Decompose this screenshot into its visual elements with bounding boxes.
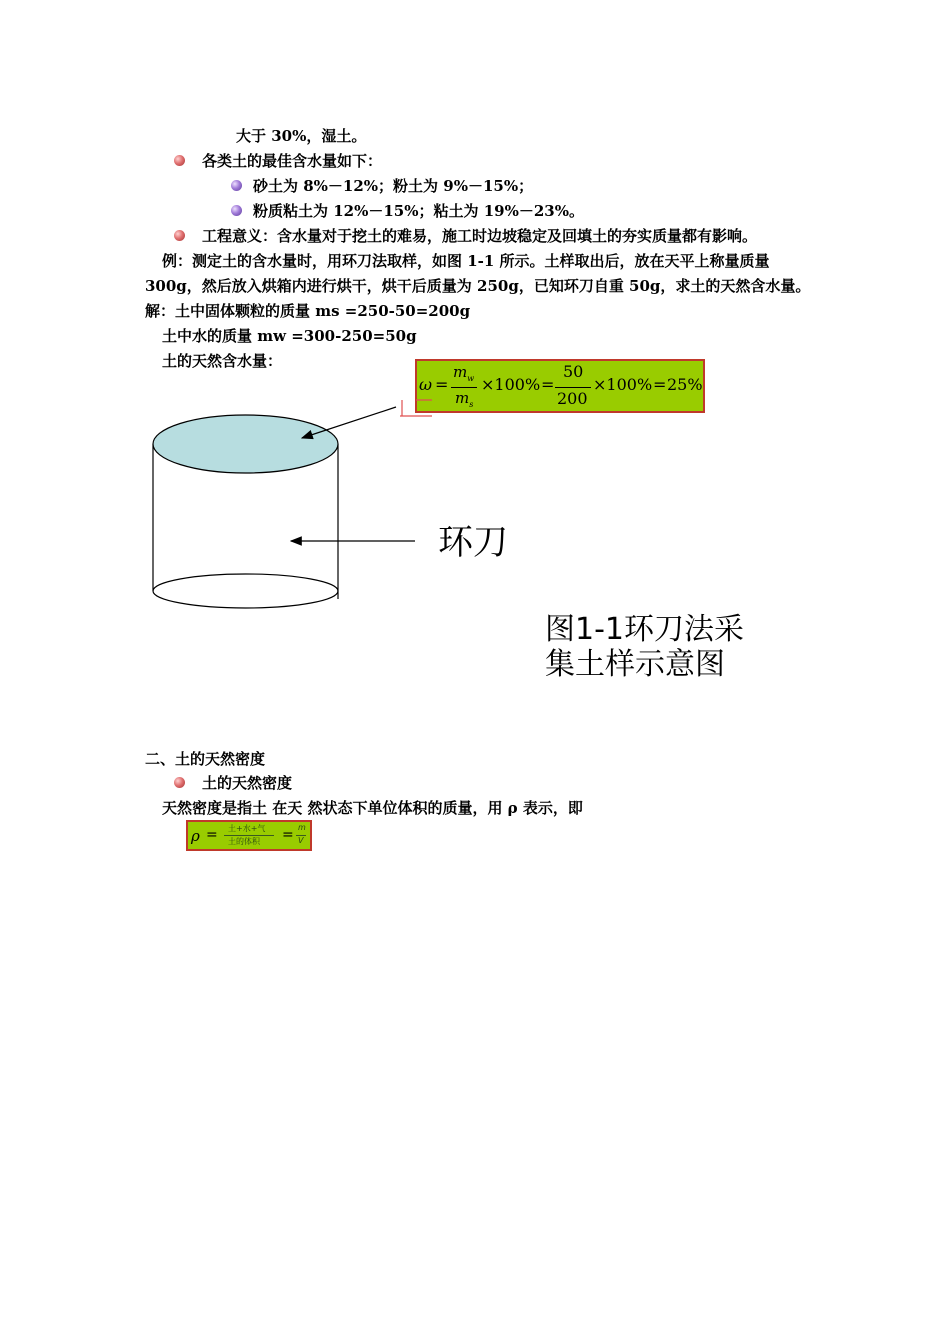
rho-symbol: ρ [191,827,200,845]
arrow-to-soil [302,407,396,438]
result-value: 25% [667,375,703,394]
fraction-denominator: $m_s$ [455,389,474,409]
fraction-denominator: V [298,836,304,845]
fraction-denominator: 土的体积 [228,837,260,846]
text-line-sand-silt: 砂土为 8%－12%；粉土为 9%－15%； [253,177,534,195]
text-line-optimal-moisture: 各类土的最佳含水量如下： [202,152,383,170]
fraction-numerator: 土+水+气 [228,824,266,833]
equals-sign: = [435,375,449,394]
text-line-wet-soil: 大于 30%，湿土。 [236,127,367,145]
text-line-engineering-meaning: 工程意义：含水量对于挖土的难易，施工时边坡稳定及回填土的夯实质量都有影响。 [202,227,758,245]
times-percent: ×100% [593,375,653,394]
times-percent: ×100% [481,375,541,394]
fraction-numerator: $m_w$ [453,363,475,383]
red-bracket-mark [400,400,432,416]
text-line-solution-mw: 土中水的质量 mw =300-250=50g [162,327,417,345]
density-formula-box [186,820,312,851]
cylinder-top-soil [153,415,338,473]
equals-sign: = [653,375,667,394]
text-line-moisture-label: 土的天然含水量： [162,352,283,370]
text-line-solution-ms: 解：土中固体颗粒的质量 ms =250-50=200g [145,302,471,320]
equals-sign: = [206,827,218,843]
figure-caption-line1: 图1-1环刀法采 [545,612,744,647]
figure-caption-line2: 集土样示意图 [545,647,725,682]
equals-sign: = [282,827,294,843]
text-line-clay: 粉质粘土为 12%－15%；粘土为 19%－23%。 [253,202,584,220]
cylinder-bottom [153,574,338,608]
omega-symbol: ω [419,375,433,394]
text-line-example: 例：测定土的含水量时，用环刀法取样，如图 1-1 所示。土样取出后，放在天平上称量质量 [162,252,770,270]
fraction-denominator: 200 [557,389,588,408]
text-line-example-cont: 300g，然后放入烘箱内进行烘干，烘干后质量为 250g，已知环刀自重 50g，求土的天然含水量。 [145,277,811,295]
section-heading-density: 二、土的天然密度 [145,750,266,768]
fraction-numerator: m [298,823,306,832]
bullet-density: 土的天然密度 [202,774,293,792]
equals-sign: = [541,375,555,394]
text-line-density-definition: 天然密度是指土 在天 然状态下单位体积的质量，用 ρ 表示，即 [162,799,583,817]
fraction-numerator: 50 [563,362,584,381]
red-bullet-icon [174,777,185,788]
ring-knife-label: 环刀 [438,523,509,563]
